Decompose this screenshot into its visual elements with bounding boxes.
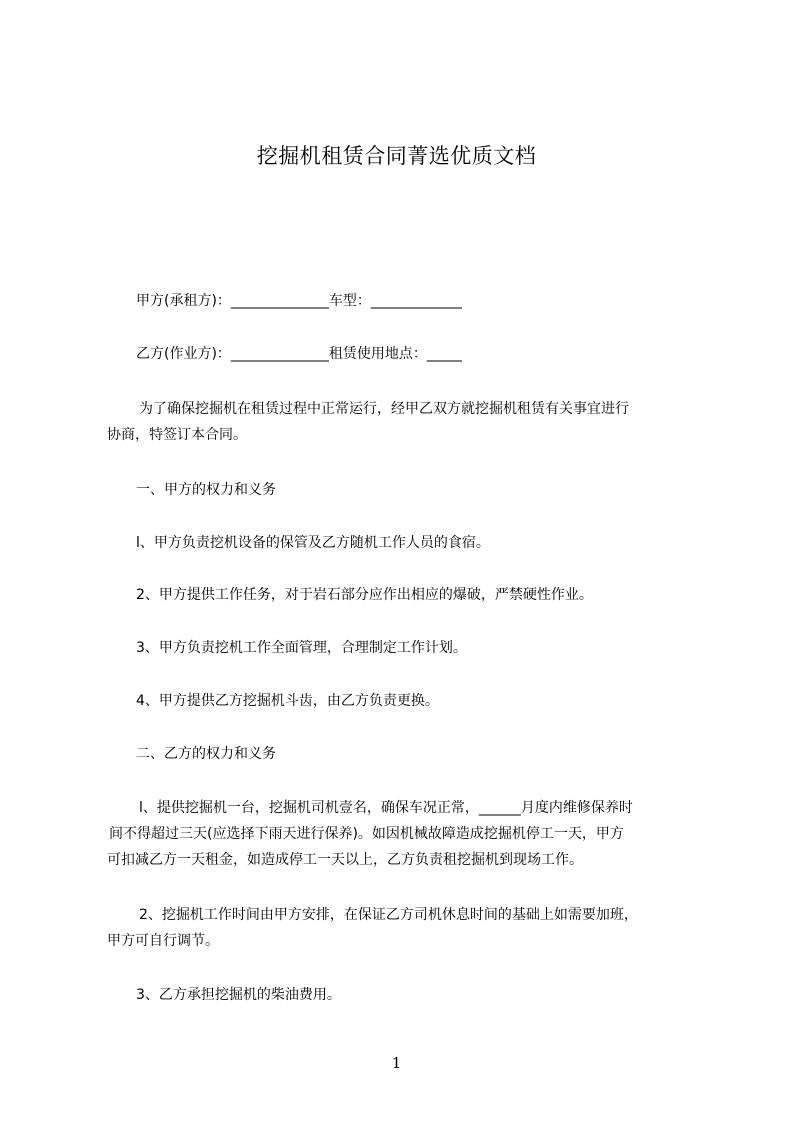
intro-line-1: 为了确保挖掘机在租赁过程中正常运行，经甲乙双方就挖掘机租赁有关事宜进行 (139, 401, 629, 417)
intro-line-2: 协商，特签订本合同。 (107, 427, 247, 443)
section-2-item-2-line-2: 甲方可自行调节。 (107, 933, 219, 949)
page-number: 1 (391, 1054, 402, 1072)
section-2-item-2-line-1: 2、挖掘机工作时间由甲方安排，在保证乙方司机休息时间的基础上如需要加班， (139, 907, 638, 923)
section-2-item-1-line-3: 可扣减乙方一天租金，如造成停工一天以上，乙方负责租挖掘机到现场工作。 (107, 852, 583, 868)
section-1-item-4: 4、甲方提供乙方挖掘机斗齿，由乙方负责更换。 (136, 693, 439, 709)
section-2-item-1-line-2: 间不得超过三天(应选择下雨天进行保养)。如因机械故障造成挖掘机停工一天，甲方 (109, 826, 624, 842)
section-2-item-2 (107, 902, 707, 954)
party-a-field: 甲方(承租方)：______________车型：_____________ (136, 293, 462, 309)
section-2-item-3: 3、乙方承担挖掘机的柴油费用。 (136, 987, 341, 1003)
party-b-field: 乙方(作业方)：______________租赁使用地点：_____ (136, 346, 462, 362)
section-1-item-1: l、甲方负责挖机设备的保管及乙方随机工作人员的食宿。 (136, 535, 490, 551)
intro-paragraph (107, 396, 707, 448)
section-2-heading: 二、乙方的权力和义务 (136, 746, 276, 762)
section-2-item-1 (107, 795, 707, 873)
section-1-item-2: 2、甲方提供工作任务，对于岩石部分应作出相应的爆破，严禁硬性作业。 (136, 587, 593, 603)
document-title: 挖掘机租赁合同菁选优质文档 (256, 144, 537, 168)
section-1-heading: 一、甲方的权力和义务 (136, 482, 276, 498)
section-2-item-1-line-1: l、提供挖掘机一台，挖掘机司机壹名，确保车况正常，______月度内维修保养时 (139, 800, 633, 816)
section-1-item-3: 3、甲方负责挖机工作全面管理，合理制定工作计划。 (136, 640, 467, 656)
